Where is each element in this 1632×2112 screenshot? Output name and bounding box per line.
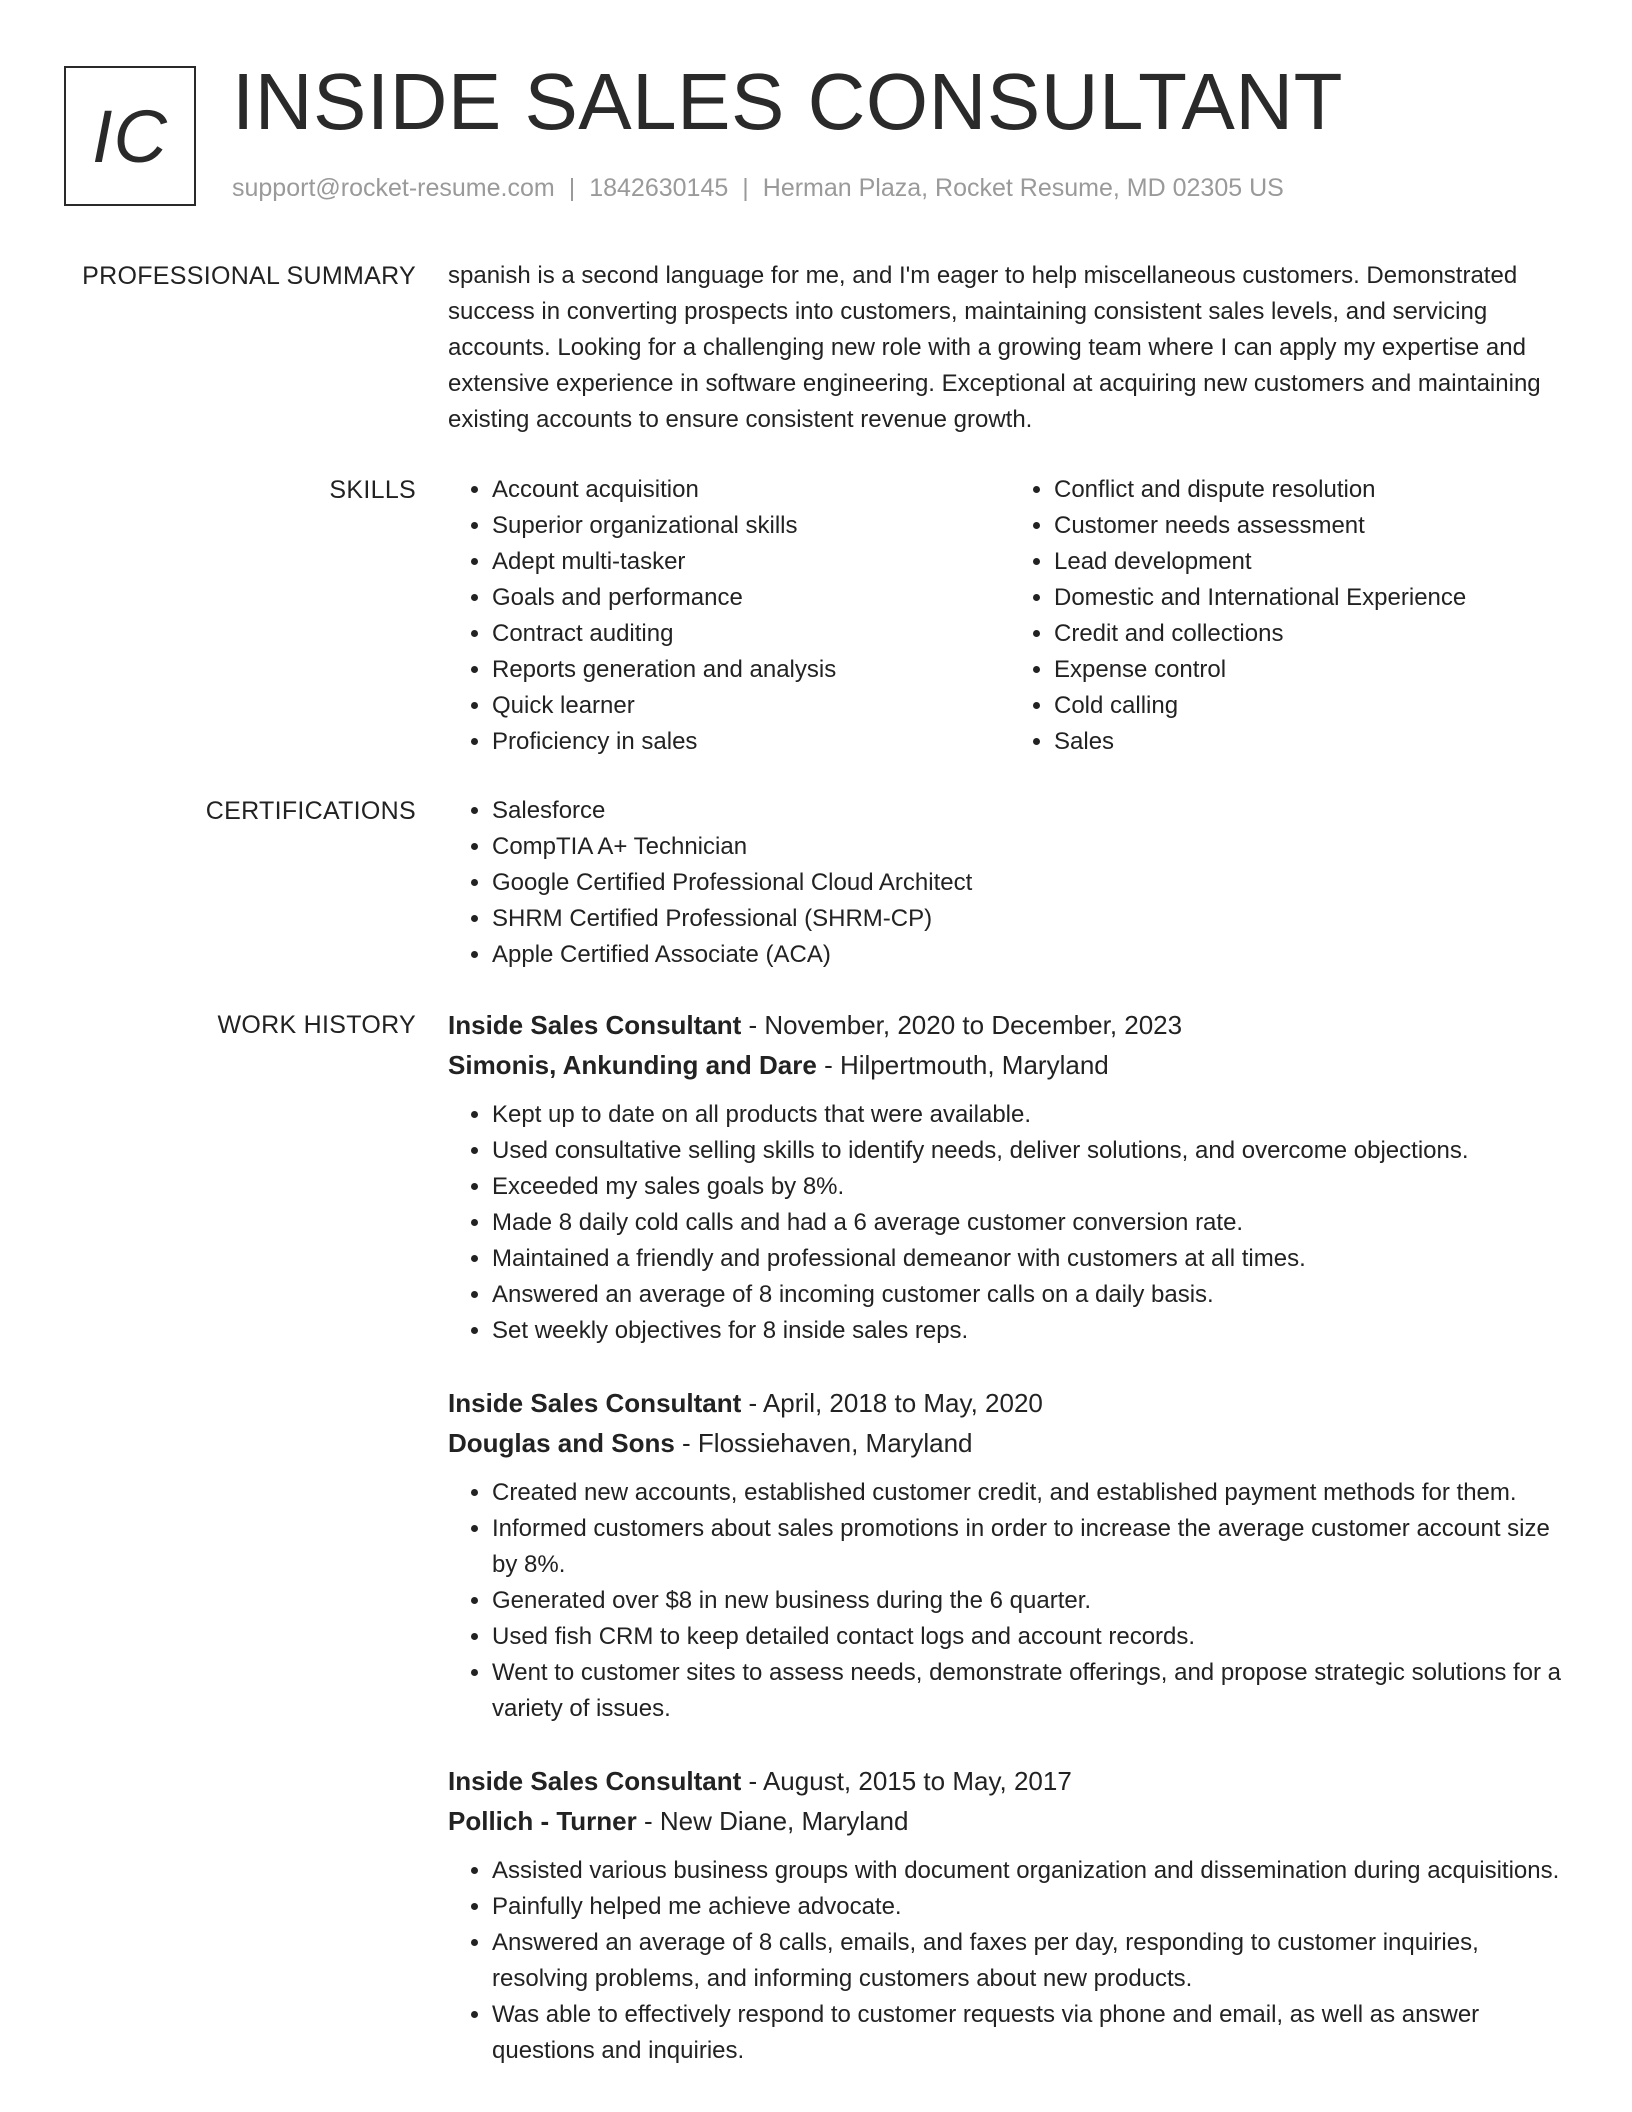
skill-item: • Goals and performance <box>492 580 1010 616</box>
job-bullets <box>448 1475 1572 1727</box>
contact-address: Herman Plaza, Rocket Resume, MD 02305 US <box>762 174 1284 202</box>
job-bullet: • Used consultative selling skills to identify needs, deliver solutions, and overcome objections. <box>492 1133 1572 1169</box>
skill-item: • Superior organizational skills <box>492 508 1010 544</box>
job-bullet: • Maintained a friendly and professional demeanor with customers at all times. <box>492 1241 1572 1277</box>
skill-item: • Contract auditing <box>492 616 1010 652</box>
job-bullets <box>448 1853 1572 2069</box>
certifications-label: CERTIFICATIONS <box>205 797 416 825</box>
job-bullet: • Created new accounts, established customer credit, and established payment methods for them. <box>492 1475 1572 1511</box>
job-company: Pollich - Turner <box>448 1806 637 1836</box>
job-bullet: • Made 8 daily cold calls and had a 6 average customer conversion rate. <box>492 1205 1572 1241</box>
job-dates: - April, 2018 to May, 2020 <box>741 1388 1043 1418</box>
certification-item: • Google Certified Professional Cloud Architect <box>492 865 1572 901</box>
job-bullet: • Generated over $8 in new business during the 6 quarter. <box>492 1583 1572 1619</box>
contact-phone: 1842630145 <box>589 174 729 202</box>
job-bullet: • Set weekly objectives for 8 inside sales reps. <box>492 1313 1572 1349</box>
skill-item: • Quick learner <box>492 688 1010 724</box>
skills-right-list <box>1010 472 1572 760</box>
job-bullet: • Assisted various business groups with document organization and dissemination during acquisitions. <box>492 1853 1572 1889</box>
certifications-body <box>448 793 1572 973</box>
job-company: Simonis, Ankunding and Dare <box>448 1050 817 1080</box>
job-bullet: • Painfully helped me achieve advocate. <box>492 1889 1572 1925</box>
job-bullet: • Answered an average of 8 calls, emails, and faxes per day, responding to customer inquiries, resolving problems, and informing customers about new products. <box>492 1925 1572 1997</box>
certification-item: • Salesforce <box>492 793 1572 829</box>
contact-email: support@rocket-resume.com <box>232 174 555 202</box>
job-title-line <box>448 1005 1572 1045</box>
job-bullet: • Used fish CRM to keep detailed contact logs and account records. <box>492 1619 1572 1655</box>
job-company-line <box>448 1423 1572 1463</box>
job-company-line <box>448 1045 1572 1085</box>
skill-item: • Customer needs assessment <box>1054 508 1572 544</box>
certification-item: • SHRM Certified Professional (SHRM-CP) <box>492 901 1572 937</box>
job-role: Inside Sales Consultant <box>448 1388 742 1418</box>
skills-left-list <box>448 472 1010 760</box>
job-entry <box>448 1761 1572 2069</box>
job-bullets <box>448 1097 1572 1349</box>
monogram-logo: IC <box>64 66 196 206</box>
summary-label: PROFESSIONAL SUMMARY <box>82 262 416 290</box>
skill-item: • Sales <box>1054 724 1572 760</box>
certification-item: • CompTIA A+ Technician <box>492 829 1572 865</box>
skill-item: • Reports generation and analysis <box>492 652 1010 688</box>
job-bullet: • Exceeded my sales goals by 8%. <box>492 1169 1572 1205</box>
certifications-list <box>448 793 1572 973</box>
job-bullet: • Was able to effectively respond to customer requests via phone and email, as well as answer questions and inquiries. <box>492 1997 1572 2069</box>
skill-item: • Credit and collections <box>1054 616 1572 652</box>
skills-label: SKILLS <box>329 476 416 504</box>
job-role: Inside Sales Consultant <box>448 1766 742 1796</box>
page-title: INSIDE SALES CONSULTANT <box>232 57 1343 146</box>
job-location: - New Diane, Maryland <box>636 1806 909 1836</box>
job-bullet: • Informed customers about sales promotions in order to increase the average customer account size by 8%. <box>492 1511 1572 1583</box>
job-location: - Hilpertmouth, Maryland <box>816 1050 1109 1080</box>
contact-separator: | <box>742 174 749 202</box>
certification-item: • Apple Certified Associate (ACA) <box>492 937 1572 973</box>
work-history-body <box>448 1005 1572 2103</box>
skill-item: • Expense control <box>1054 652 1572 688</box>
contact-line <box>232 174 1284 203</box>
summary-text: spanish is a second language for me, and I'm eager to help miscellaneous customers. Demonstrated success in converting prospects into customers, maintaining consistent sales levels, and servicing accounts. Looking for a challenging new role with a growing team where I can apply my expertise and extensive experience in software engineering. Exceptional at acquiring new customers and maintaining existing accounts to ensure consistent revenue growth. <box>448 262 1541 433</box>
job-entry <box>448 1005 1572 1349</box>
job-location: - Flossiehaven, Maryland <box>674 1428 973 1458</box>
skill-item: • Lead development <box>1054 544 1572 580</box>
job-company: Douglas and Sons <box>448 1428 675 1458</box>
job-title-line <box>448 1761 1572 1801</box>
skill-item: • Domestic and International Experience <box>1054 580 1572 616</box>
job-bullet: • Went to customer sites to assess needs, demonstrate offerings, and propose strategic solutions for a variety of issues. <box>492 1655 1572 1727</box>
skill-item: • Account acquisition <box>492 472 1010 508</box>
job-bullet: • Kept up to date on all products that were available. <box>492 1097 1572 1133</box>
job-bullet: • Answered an average of 8 incoming customer calls on a daily basis. <box>492 1277 1572 1313</box>
skill-item: • Proficiency in sales <box>492 724 1010 760</box>
contact-separator: | <box>568 174 576 202</box>
skills-body <box>448 472 1572 760</box>
skill-item: • Adept multi-tasker <box>492 544 1010 580</box>
job-role: Inside Sales Consultant <box>448 1010 742 1040</box>
summary-body <box>448 258 1572 438</box>
job-entry <box>448 1383 1572 1727</box>
job-company-line <box>448 1801 1572 1841</box>
skill-item: • Conflict and dispute resolution <box>1054 472 1572 508</box>
job-dates: - August, 2015 to May, 2017 <box>741 1766 1072 1796</box>
skill-item: • Cold calling <box>1054 688 1572 724</box>
job-title-line <box>448 1383 1572 1423</box>
work-history-label: WORK HISTORY <box>217 1011 416 1039</box>
job-dates: - November, 2020 to December, 2023 <box>741 1010 1183 1040</box>
